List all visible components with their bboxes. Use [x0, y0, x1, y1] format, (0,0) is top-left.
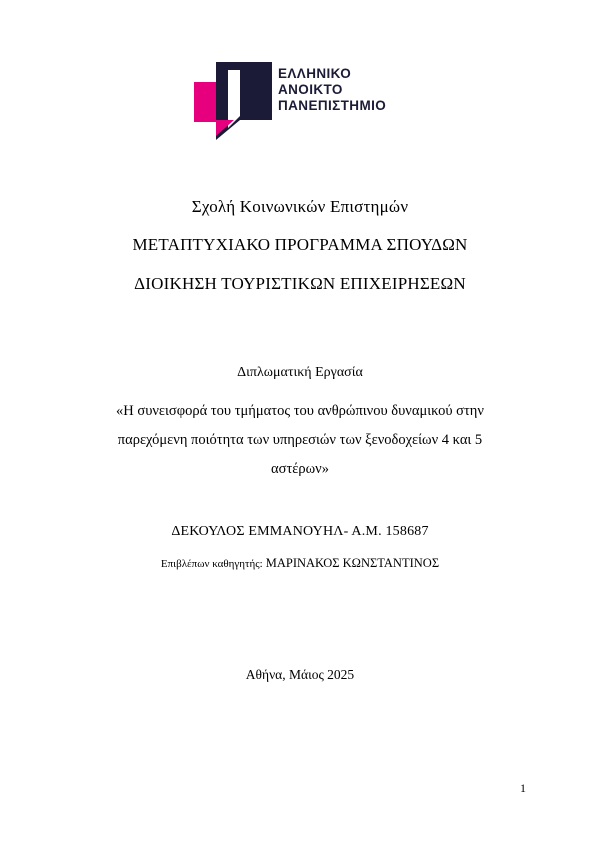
supervisor-label: Επιβλέπων καθηγητής:	[160, 557, 263, 570]
school-name: Σχολή Κοινωνικών Επιστημών	[191, 197, 409, 216]
supervisor-name: ΜΑΡΙΝΑΚΟΣ ΚΩΝΣΤΑΝΤΙΝΟΣ	[265, 555, 440, 570]
thesis-title-line-2: παρεχόμενη ποιότητα των υπηρεσιών των ξενοδοχείων 4 και 5	[117, 431, 483, 448]
thesis-title	[70, 397, 530, 484]
logo-block	[70, 0, 530, 140]
thesis-kind: Διπλωματική Εργασία	[237, 364, 363, 380]
hou-logo-mark-icon	[194, 62, 272, 140]
logo-wordmark	[278, 66, 386, 114]
program-type: ΜΕΤΑΠΤΥΧΙΑΚΟ ΠΡΟΓΡΑΜΜΑ ΣΠΟΥΔΩΝ	[132, 235, 468, 255]
thesis-block	[70, 359, 530, 484]
author-name: ΔΕΚΟΥΛΟΣ ΕΜΜΑΝΟΥΗΛ- Α.Μ. 158687	[171, 523, 429, 539]
page-number: 1	[520, 781, 526, 795]
author-block	[70, 518, 530, 575]
logo-line-3: ΠΑΝΕΠΙΣΤΗΜΙΟ	[278, 97, 387, 113]
program-name: ΔΙΟΙΚΗΣΗ ΤΟΥΡΙΣΤΙΚΩΝ ΕΠΙΧΕΙΡΗΣΕΩΝ	[134, 273, 466, 293]
thesis-title-line-3: αστέρων»	[271, 460, 329, 477]
logo-line-1: ΕΛΛΗΝΙΚΟ	[278, 66, 352, 81]
university-logo	[194, 62, 406, 140]
supervisor-line	[70, 552, 530, 575]
thesis-title-line-1: «Η συνεισφορά του τμήματος του ανθρώπινου δυναμικού στην	[116, 402, 484, 419]
institution-heading	[70, 188, 530, 303]
place-date: Αθήνα, Μάιος 2025	[245, 666, 355, 682]
logo-line-2: ΑΝΟΙΚΤΟ	[278, 81, 343, 97]
